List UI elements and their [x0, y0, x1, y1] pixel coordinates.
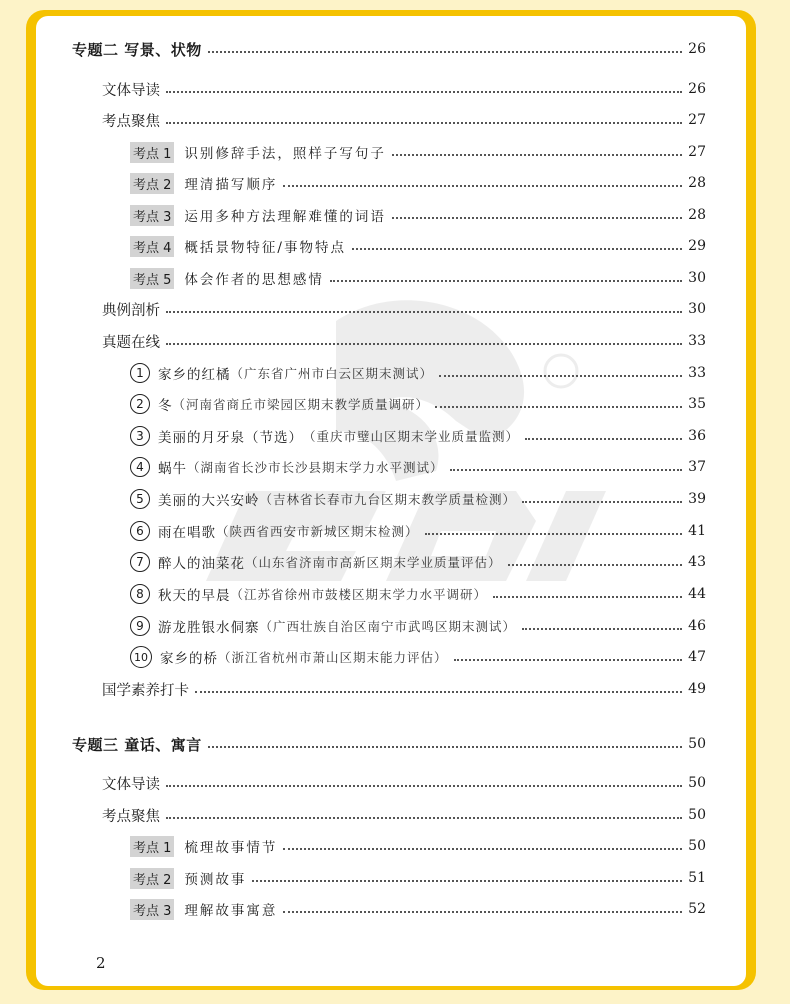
toc-entry-label: 识别修辞手法，照样子写句子	[184, 146, 386, 162]
dot-leader	[166, 122, 682, 124]
toc-entry-label: 概括景物特征/事物特点	[184, 240, 346, 256]
passage-source: （陕西省西安市新城区期末检测）	[216, 524, 419, 539]
dot-leader	[166, 343, 682, 345]
topic-tag: 考点 5	[130, 268, 174, 289]
passage-source: （广西壮族自治区南宁市武鸣区期末测试）	[259, 619, 517, 634]
dot-leader	[166, 817, 682, 819]
dot-leader	[454, 659, 683, 661]
dot-leader	[435, 406, 682, 408]
page-ref: 51	[688, 870, 706, 886]
passage-source: （吉林省长春市九台区期末教学质量检测）	[259, 492, 517, 507]
toc-entry[interactable]	[130, 235, 706, 257]
dot-leader	[522, 628, 682, 630]
table-of-contents	[36, 16, 746, 986]
toc-entry-label: 运用多种方法理解难懂的词语	[184, 209, 386, 225]
toc-entry[interactable]	[102, 78, 706, 100]
dot-leader	[392, 217, 682, 219]
toc-entry-label: 国学素养打卡	[102, 682, 189, 699]
page-ref: 37	[688, 459, 706, 475]
dot-leader	[392, 154, 682, 156]
toc-entry[interactable]	[130, 267, 706, 289]
toc-entry[interactable]	[102, 109, 706, 131]
passage-source: （河南省商丘市梁园区期末教学质量调研）	[172, 397, 430, 412]
section-heading: 专题三 童话、寓言	[72, 735, 202, 754]
toc-entry[interactable]	[130, 456, 706, 478]
page-ref: 27	[688, 112, 706, 128]
dot-leader	[208, 51, 682, 53]
dot-leader	[208, 746, 682, 748]
passage-source: （浙江省杭州市萧山区期末能力评估）	[218, 650, 448, 665]
topic-tag: 考点 2	[130, 868, 174, 889]
passage-title: 蜗牛	[158, 461, 187, 477]
toc-entry[interactable]	[130, 141, 706, 163]
page-ref: 36	[688, 428, 706, 444]
toc-entry[interactable]	[102, 330, 706, 352]
circled-number: 5	[130, 489, 150, 509]
topic-tag: 考点 3	[130, 899, 174, 920]
toc-entry[interactable]	[130, 393, 706, 415]
dot-leader	[493, 596, 682, 598]
passage-title: 游龙胜银水侗寨	[158, 620, 260, 636]
toc-entry[interactable]	[102, 298, 706, 320]
page-ref: 33	[688, 333, 706, 349]
toc-entry[interactable]	[130, 583, 706, 605]
page-ref: 30	[688, 270, 706, 286]
passage-source: （广东省广州市白云区期末测试）	[230, 366, 434, 381]
toc-entry-label: 理解故事寓意	[184, 903, 278, 919]
passage-title: 醉人的油菜花	[158, 556, 245, 572]
dot-leader	[525, 438, 682, 440]
toc-entry-label: 理清描写顺序	[184, 177, 278, 193]
toc-entry[interactable]	[130, 551, 706, 573]
dot-leader	[330, 280, 682, 282]
toc-entry[interactable]	[102, 804, 706, 826]
circled-number: 7	[130, 552, 150, 572]
circled-number: 4	[130, 457, 150, 477]
page-number: 2	[96, 954, 106, 972]
page-ref: 50	[688, 807, 706, 823]
passage-source: （重庆市璧山区期末学业质量监测）	[303, 429, 520, 444]
toc-entry-label: 体会作者的思想感情	[184, 272, 324, 288]
dot-leader	[252, 880, 682, 882]
dot-leader	[450, 469, 683, 471]
page-ref: 27	[688, 144, 706, 160]
toc-entry[interactable]	[72, 38, 706, 60]
toc-entry[interactable]	[72, 733, 706, 755]
passage-title: 秋天的早晨	[158, 588, 231, 604]
passage-title: 雨在唱歌	[158, 525, 216, 541]
page-ref: 50	[688, 775, 706, 791]
toc-entry-label: 预测故事	[184, 872, 247, 888]
page-ref: 43	[688, 554, 706, 570]
page-ref: 28	[688, 175, 706, 191]
page-ref: 35	[688, 396, 706, 412]
toc-entry[interactable]	[130, 362, 706, 384]
page-ref: 29	[688, 238, 706, 254]
toc-entry[interactable]	[130, 520, 706, 542]
topic-tag: 考点 2	[130, 173, 174, 194]
dot-leader	[508, 564, 683, 566]
dot-leader	[439, 375, 682, 377]
page-ref: 46	[688, 618, 706, 634]
passage-title: 冬	[158, 398, 173, 414]
dot-leader	[166, 785, 682, 787]
passage-source: （山东省济南市高新区期末学业质量评估）	[245, 555, 502, 570]
page-ref: 39	[688, 491, 706, 507]
toc-entry-label: 考点聚焦	[102, 808, 160, 825]
dot-leader	[166, 91, 682, 93]
toc-entry-label: 典例剖析	[102, 302, 160, 319]
page-ref: 50	[688, 736, 706, 752]
page-ref: 26	[688, 81, 706, 97]
toc-entry[interactable]	[130, 172, 706, 194]
toc-entry-label: 文体导读	[102, 776, 160, 793]
dot-leader	[283, 911, 682, 913]
circled-number: 6	[130, 521, 150, 541]
toc-entry[interactable]	[130, 488, 706, 510]
dot-leader	[283, 848, 682, 850]
circled-number: 2	[130, 394, 150, 414]
toc-entry[interactable]	[130, 835, 706, 857]
toc-entry[interactable]	[130, 898, 706, 920]
page-ref: 50	[688, 838, 706, 854]
toc-entry[interactable]	[130, 867, 706, 889]
page-ref: 33	[688, 365, 706, 381]
circled-number: 1	[130, 363, 150, 383]
toc-entry[interactable]	[130, 425, 706, 447]
toc-entry[interactable]	[130, 646, 706, 668]
page-ref: 30	[688, 301, 706, 317]
page-ref: 41	[688, 523, 706, 539]
page-ref: 44	[688, 586, 706, 602]
toc-entry[interactable]	[130, 204, 706, 226]
passage-title: 美丽的月牙泉（节选）	[158, 430, 303, 446]
page-ref: 28	[688, 207, 706, 223]
page-ref: 26	[688, 41, 706, 57]
toc-entry-label: 文体导读	[102, 82, 160, 99]
section-heading: 专题二 写景、状物	[72, 40, 202, 59]
dot-leader	[283, 185, 682, 187]
circled-number: 8	[130, 584, 150, 604]
circled-number: 3	[130, 426, 150, 446]
circled-number: 10	[130, 646, 152, 668]
page-ref: 49	[688, 681, 706, 697]
dot-leader	[425, 533, 683, 535]
dot-leader	[195, 691, 682, 693]
circled-number: 9	[130, 616, 150, 636]
toc-entry[interactable]	[102, 678, 706, 700]
toc-page	[36, 16, 746, 986]
passage-title: 家乡的桥	[160, 651, 218, 667]
toc-entry-label: 真题在线	[102, 334, 160, 351]
dot-leader	[352, 248, 682, 250]
topic-tag: 考点 1	[130, 836, 174, 857]
topic-tag: 考点 3	[130, 205, 174, 226]
passage-source: （湖南省长沙市长沙县期末学力水平测试）	[187, 460, 444, 475]
passage-source: （江苏省徐州市鼓楼区期末学力水平调研）	[230, 587, 488, 602]
toc-entry-label: 考点聚焦	[102, 113, 160, 130]
page-ref: 47	[688, 649, 706, 665]
passage-title: 美丽的大兴安岭	[158, 493, 260, 509]
toc-entry[interactable]	[130, 615, 706, 637]
page-ref: 52	[688, 901, 706, 917]
topic-tag: 考点 1	[130, 142, 174, 163]
toc-entry[interactable]	[102, 772, 706, 794]
passage-title: 家乡的红橘	[158, 367, 231, 383]
topic-tag: 考点 4	[130, 236, 174, 257]
dot-leader	[166, 311, 682, 313]
dot-leader	[522, 501, 682, 503]
toc-entry-label: 梳理故事情节	[184, 840, 278, 856]
